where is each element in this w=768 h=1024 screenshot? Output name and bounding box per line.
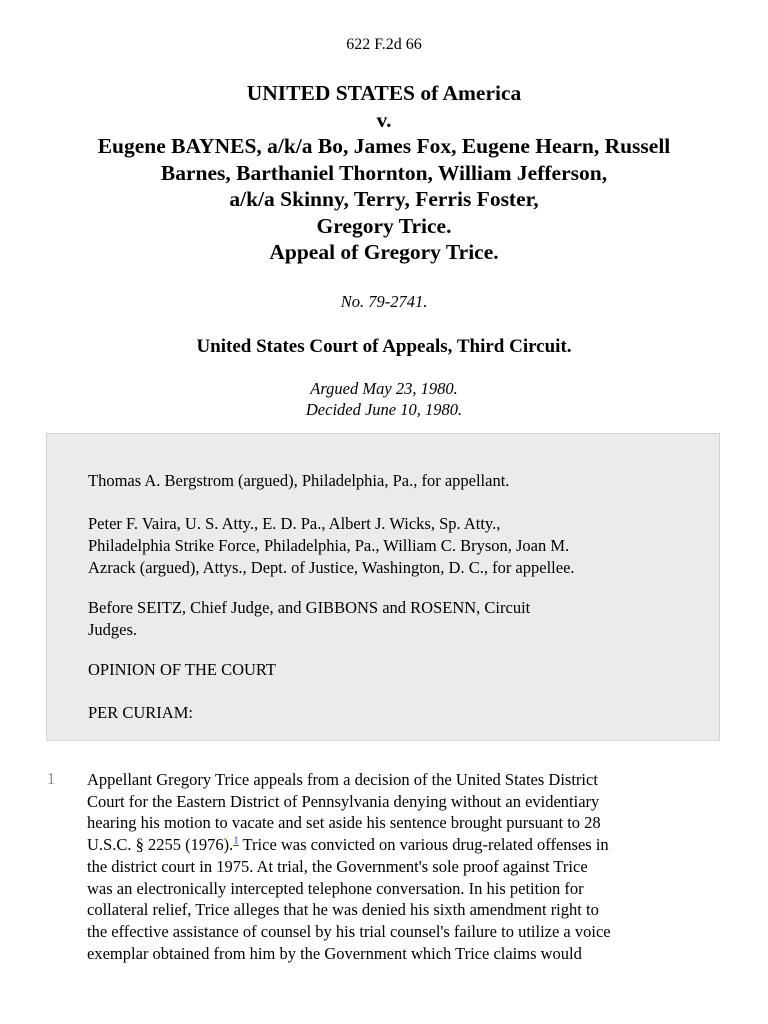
case-caption	[40, 80, 728, 266]
appellee-counsel	[88, 513, 688, 579]
paragraph-line: hearing his motion to vacate and set aside his sentence brought pursuant to 28	[87, 813, 601, 833]
counsel-box	[46, 433, 720, 741]
paragraph-line: Court for the Eastern District of Pennsylvania denying without an evidentiary	[87, 791, 600, 811]
paragraph-line: exemplar obtained from him by the Government which Trice claims would	[87, 943, 582, 963]
appellee-counsel-line: Philadelphia Strike Force, Philadelphia, Pa., William C. Bryson, Joan M.	[88, 536, 570, 555]
paragraph-line-start: U.S.C. § 2255 (1976).	[87, 835, 234, 855]
appellee-counsel-line: Peter F. Vaira, U. S. Atty., E. D. Pa., Albert J. Wicks, Sp. Atty.,	[88, 514, 501, 533]
bench-panel-line: Before SEITZ, Chief Judge, and GIBBONS and ROSENN, Circuit	[88, 598, 531, 617]
bench-panel-line: Judges.	[88, 620, 138, 639]
argued-date: Argued May 23, 1980.	[310, 379, 458, 398]
appellant-counsel: Thomas A. Bergstrom (argued), Philadelphia, Pa., for appellant.	[88, 471, 510, 490]
paragraph-line-end: Trice was convicted on various drug-related offenses in	[238, 835, 609, 855]
caption-defendants-line-1: Eugene BAYNES, a/k/a Bo, James Fox, Eugene Hearn, Russell	[97, 134, 671, 158]
decided-date: Decided June 10, 1980.	[305, 400, 463, 419]
paragraph-number: 1	[47, 769, 56, 788]
paragraph-text	[87, 769, 727, 964]
caption-versus: v.	[376, 107, 392, 132]
caption-plaintiff: UNITED STATES of America	[246, 81, 522, 105]
opinion-heading: OPINION OF THE COURT	[88, 660, 277, 679]
footnote-link[interactable]: 1	[233, 834, 239, 847]
appellee-counsel-line: Azrack (argued), Attys., Dept. of Justice, Washington, D. C., for appellee.	[88, 558, 575, 577]
caption-appeal: Appeal of Gregory Trice.	[269, 240, 499, 264]
reporter-citation: 622 F.2d 66	[346, 36, 422, 53]
caption-defendants-line-2: Barnes, Barthaniel Thornton, William Jefferson,	[160, 160, 608, 185]
paragraph-line: was an electronically intercepted telephone conversation. In his petition for	[87, 878, 584, 898]
paragraph-line: collateral relief, Trice alleges that he was denied his sixth amendment right to	[87, 900, 599, 920]
caption-defendants-line-3: a/k/a Skinny, Terry, Ferris Foster,	[229, 187, 539, 211]
paragraph-line: the effective assistance of counsel by his trial counsel's failure to utilize a voice	[87, 921, 611, 941]
court-name: United States Court of Appeals, Third Circuit.	[196, 336, 572, 357]
docket-number: No. 79-2741.	[340, 292, 428, 311]
per-curiam-label: PER CURIAM:	[88, 703, 193, 722]
case-dates	[0, 378, 768, 420]
bench-panel	[88, 597, 688, 641]
caption-defendants-line-4: Gregory Trice.	[316, 213, 452, 238]
paragraph-line: the district court in 1975. At trial, the Government's sole proof against Trice	[87, 856, 588, 876]
paragraph-line-with-footnote	[87, 834, 727, 856]
paragraph-line: Appellant Gregory Trice appeals from a decision of the United States District	[87, 770, 598, 789]
